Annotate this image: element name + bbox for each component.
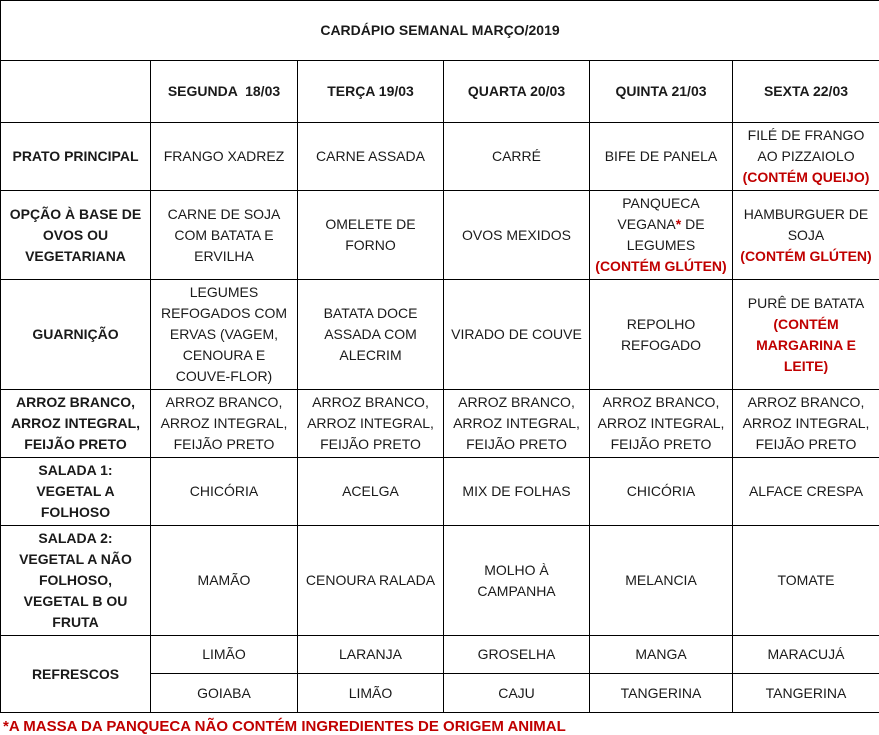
cell-text: REPOLHO REFOGADO: [621, 316, 701, 353]
row-label-refrescos: REFRESCOS: [1, 636, 151, 713]
cell-opcao-qui: [590, 191, 733, 280]
cell-text: LIMÃO: [202, 646, 246, 662]
row-opcao-vegetariana: [1, 191, 879, 280]
cell-text: TOMATE: [777, 572, 834, 588]
cell-text: TANGERINA: [621, 685, 702, 701]
cell-text: MARACUJÁ: [767, 646, 844, 662]
cell-text: CHICÓRIA: [190, 483, 258, 499]
cell-guarnicao-seg: [151, 280, 298, 390]
cell-prato-ter: [298, 123, 444, 191]
allergen-note: (CONTÉM GLÚTEN): [737, 246, 875, 267]
cell-text: CAJU: [498, 685, 535, 701]
cell-text: MAMÃO: [198, 572, 251, 588]
cell-refresco2-sex: [733, 674, 879, 713]
cell-text: BIFE DE PANELA: [605, 148, 718, 164]
cell-arroz-sex: [733, 390, 879, 458]
cell-salada1-seg: [151, 458, 298, 526]
cell-salada1-ter: [298, 458, 444, 526]
cell-text: LEGUMES REFOGADOS COM ERVAS (VAGEM, CENOURA E COUVE-FLOR): [161, 284, 287, 384]
cell-text: GOIABA: [197, 685, 251, 701]
cell-text: CARNE DE SOJA COM BATATA E ERVILHA: [168, 206, 281, 264]
cell-guarnicao-qui: [590, 280, 733, 390]
row-prato-principal: [1, 123, 879, 191]
cell-prato-sex: [733, 123, 879, 191]
cell-refresco2-ter: [298, 674, 444, 713]
cell-guarnicao-sex: [733, 280, 879, 390]
cell-refresco1-ter: [298, 636, 444, 674]
cell-prato-seg: [151, 123, 298, 191]
cell-refresco2-qui: [590, 674, 733, 713]
page-title: CARDÁPIO SEMANAL MARÇO/2019: [1, 1, 879, 61]
cell-salada2-seg: [151, 526, 298, 636]
cell-salada2-qui: [590, 526, 733, 636]
row-refrescos-1: [1, 636, 879, 674]
cell-text: ARROZ BRANCO, ARROZ INTEGRAL, FEIJÃO PRETO: [161, 394, 288, 452]
cell-guarnicao-ter: [298, 280, 444, 390]
cell-refresco1-seg: [151, 636, 298, 674]
cell-salada2-sex: [733, 526, 879, 636]
cell-text: LIMÃO: [349, 685, 393, 701]
cell-refresco2-qua: [444, 674, 590, 713]
allergen-note: (CONTÉM QUEIJO): [737, 167, 875, 188]
cell-text: ARROZ BRANCO, ARROZ INTEGRAL, FEIJÃO PRETO: [598, 394, 725, 452]
allergen-note: (CONTÉM GLÚTEN): [594, 256, 728, 277]
cell-salada2-qua: [444, 526, 590, 636]
cell-text: HAMBURGUER DE SOJA: [744, 206, 868, 243]
cell-text: FRANGO XADREZ: [164, 148, 285, 164]
cell-text: OVOS MEXIDOS: [462, 227, 571, 243]
cell-refresco1-qui: [590, 636, 733, 674]
cell-text: CHICÓRIA: [627, 483, 695, 499]
panqueca-footnote: *A MASSA DA PANQUECA NÃO CONTÉM INGREDIENTES DE ORIGEM ANIMAL: [0, 713, 879, 735]
cell-text: MOLHO À CAMPANHA: [477, 562, 555, 599]
cell-text: PANQUECA VEGANA: [617, 195, 699, 232]
cell-text: LARANJA: [339, 646, 402, 662]
row-guarnicao: [1, 280, 879, 390]
row-label-prato-principal: PRATO PRINCIPAL: [1, 123, 151, 191]
cell-text: ARROZ BRANCO, ARROZ INTEGRAL, FEIJÃO PRETO: [307, 394, 434, 452]
row-salada-2: [1, 526, 879, 636]
cell-text: TANGERINA: [766, 685, 847, 701]
cell-salada2-ter: [298, 526, 444, 636]
cell-text: FILÉ DE FRANGO AO PIZZAIOLO: [748, 127, 865, 164]
header-thursday: QUINTA 21/03: [590, 61, 733, 123]
header-friday: SEXTA 22/03: [733, 61, 879, 123]
header-wednesday: QUARTA 20/03: [444, 61, 590, 123]
cell-arroz-seg: [151, 390, 298, 458]
cell-text: ARROZ BRANCO, ARROZ INTEGRAL, FEIJÃO PRETO: [743, 394, 870, 452]
allergen-note: (CONTÉM MARGARINA E LEITE): [737, 314, 875, 377]
cell-opcao-ter: [298, 191, 444, 280]
cell-opcao-qua: [444, 191, 590, 280]
row-label-opcao: OPÇÃO À BASE DE OVOS OU VEGETARIANA: [1, 191, 151, 280]
cell-text: DE LEGUMES: [627, 216, 705, 253]
row-salada-1: [1, 458, 879, 526]
cell-text: ACELGA: [342, 483, 399, 499]
row-label-arroz: ARROZ BRANCO, ARROZ INTEGRAL, FEIJÃO PRETO: [1, 390, 151, 458]
header-tuesday: TERÇA 19/03: [298, 61, 444, 123]
cell-text: BATATA DOCE ASSADA COM ALECRIM: [324, 305, 418, 363]
cell-text: MIX DE FOLHAS: [462, 483, 570, 499]
cell-text: VIRADO DE COUVE: [451, 326, 582, 342]
cell-arroz-ter: [298, 390, 444, 458]
cell-text: OMELETE DE FORNO: [325, 216, 415, 253]
cell-opcao-seg: [151, 191, 298, 280]
cell-text: MANGA: [635, 646, 686, 662]
footnote-asterisk: *: [676, 216, 681, 232]
cell-text: CARNE ASSADA: [316, 148, 425, 164]
cell-arroz-qui: [590, 390, 733, 458]
cell-opcao-sex: [733, 191, 879, 280]
title-row: [1, 1, 879, 61]
row-arroz-feijao: [1, 390, 879, 458]
cell-guarnicao-qua: [444, 280, 590, 390]
cell-prato-qua: [444, 123, 590, 191]
header-row: [1, 61, 879, 123]
row-label-salada-1: SALADA 1: VEGETAL A FOLHOSO: [1, 458, 151, 526]
cell-refresco2-seg: [151, 674, 298, 713]
header-monday: SEGUNDA 18/03: [151, 61, 298, 123]
cell-salada1-qua: [444, 458, 590, 526]
cell-text: CARRÉ: [492, 148, 541, 164]
cell-prato-qui: [590, 123, 733, 191]
cell-refresco1-qua: [444, 636, 590, 674]
cell-text: PURÊ DE BATATA: [748, 295, 864, 311]
cell-salada1-qui: [590, 458, 733, 526]
cell-text: CENOURA RALADA: [306, 572, 435, 588]
row-label-salada-2: SALADA 2: VEGETAL A NÃO FOLHOSO, VEGETAL B OU FRUTA: [1, 526, 151, 636]
cell-text: ARROZ BRANCO, ARROZ INTEGRAL, FEIJÃO PRETO: [453, 394, 580, 452]
cell-arroz-qua: [444, 390, 590, 458]
cell-refresco1-sex: [733, 636, 879, 674]
cell-text: GROSELHA: [478, 646, 556, 662]
cell-text: ALFACE CRESPA: [749, 483, 863, 499]
row-label-guarnicao: GUARNIÇÃO: [1, 280, 151, 390]
cell-salada1-sex: [733, 458, 879, 526]
cell-text: MELANCIA: [625, 572, 697, 588]
corner-cell: [1, 61, 151, 123]
